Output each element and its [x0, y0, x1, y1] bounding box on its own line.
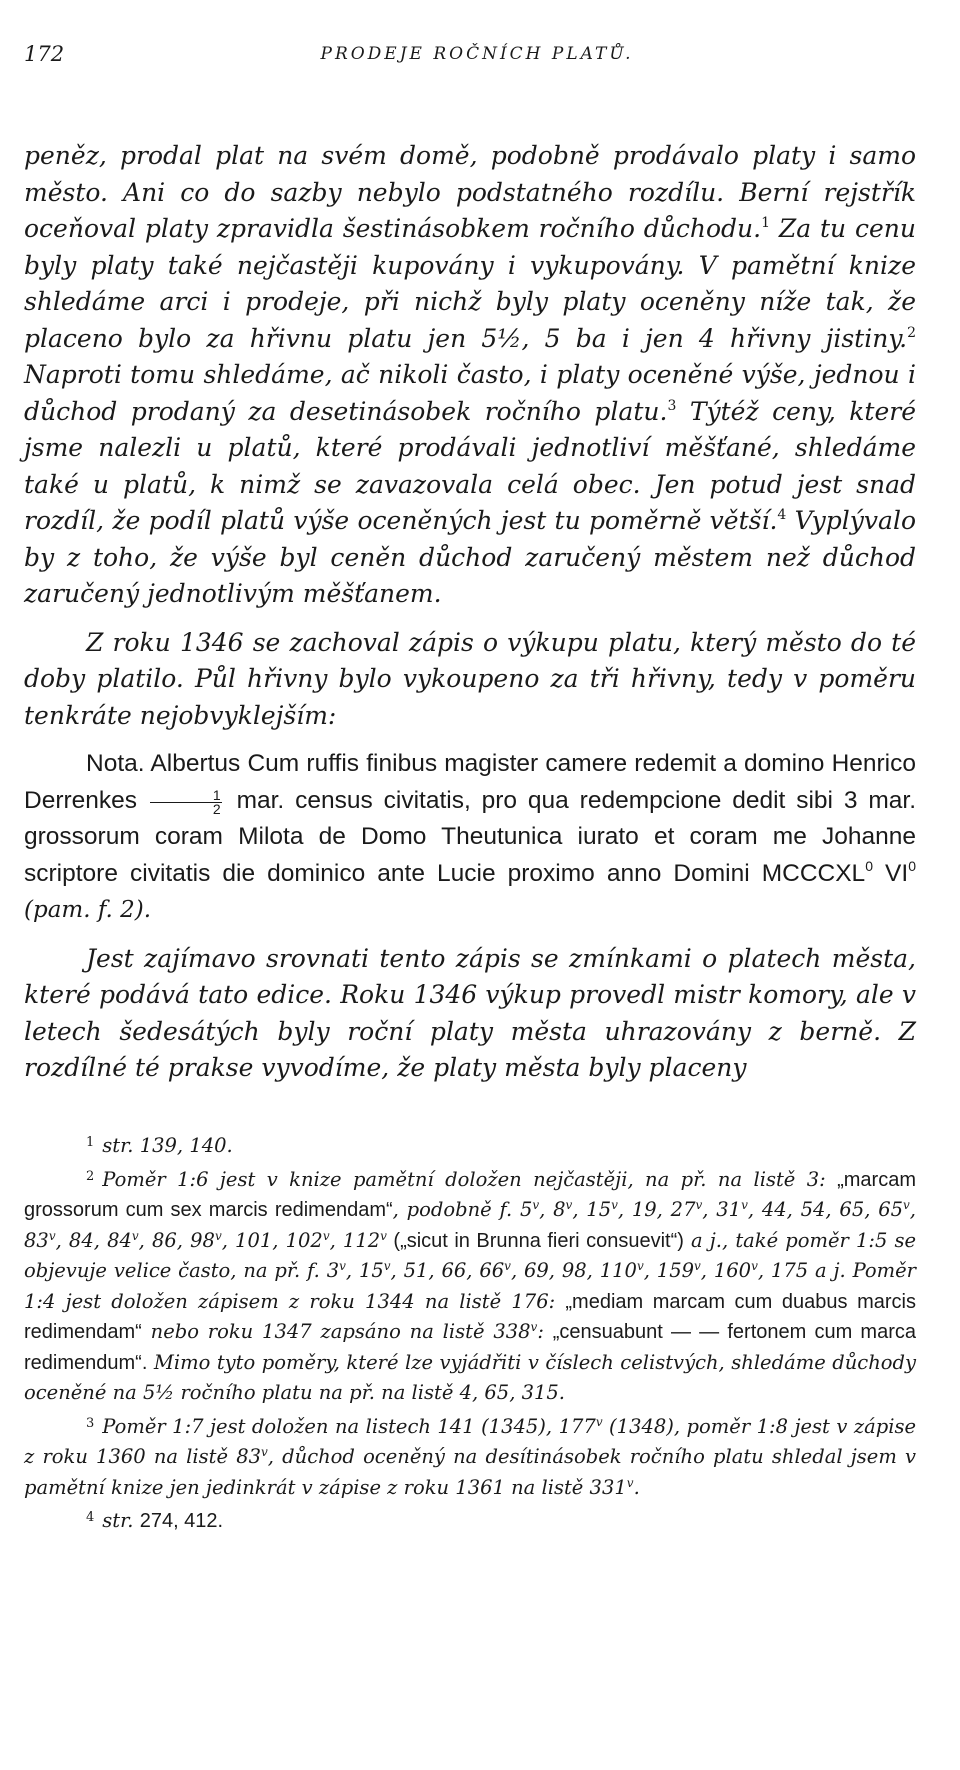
main-text	[24, 138, 916, 1087]
verso-mark: v	[565, 1198, 573, 1212]
verso-mark: v	[339, 1259, 346, 1273]
footnote-text: , 8	[539, 1198, 566, 1221]
footnote-text: , 44, 54, 65, 65	[747, 1198, 904, 1221]
footnote-text: Poměr 1:6 jest v knize pamětní doložen nejčastěji, na př. na listě 3:	[102, 1167, 838, 1191]
footnote-number: 2	[86, 1168, 95, 1184]
verso-mark: v	[611, 1198, 618, 1212]
footnote-3	[24, 1409, 916, 1504]
verso-mark: v	[380, 1228, 387, 1243]
verso-mark: v	[694, 1259, 701, 1273]
verso-mark: v	[383, 1259, 391, 1273]
verso-mark: v	[214, 1228, 222, 1243]
footnote-4	[24, 1503, 916, 1537]
text-run: peněz, prodal plat na svém domě, podobně prodávalo platy i samo město. Ani co do sazby nebylo podstatného rozdílu. Berní rejstřík oceňoval platy zpravidla šestinásobkem ročního důchodu.	[24, 141, 916, 243]
quote-text: mar. census civitatis, pro qua redempcione dedit sibi 3 mar. grossorum coram Milota de Domo Theutunica iurato et coram me Johanne scriptore civitatis die dominico ante Lucie proximo anno Domini MCCCXL	[24, 786, 917, 887]
latin-quote: „censuabunt — — fertonem cum marca redimendum“.	[24, 1321, 916, 1374]
footnote-number: 4	[86, 1510, 95, 1525]
verso-mark: v	[903, 1198, 910, 1212]
footnote-text: , 83	[24, 1198, 916, 1252]
footnote-text: , 160	[700, 1259, 752, 1282]
footnote-text: Poměr 1:7 jest doložen na listech 141 (1345), 177	[102, 1414, 596, 1438]
text-run: Za tu cenu byly platy také nejčastěji kupovány i vykupovány. V pamětní knize shledáme arci i prodeje, při nichž byly platy oceněny níže tak, že placeno bylo za hřivnu platu jen 5½, 5 ba i jen 4 hřivny jistiny.	[24, 214, 917, 353]
latin-quote: „mediam marcam cum duabus marcis redimendam“	[24, 1290, 916, 1343]
footnote-text: 274, 412.	[139, 1510, 224, 1532]
fraction-one-half	[150, 786, 222, 817]
footnote-text: , 112	[329, 1228, 381, 1252]
footnote-text: , důchod oceněný na desítinásobek ročního platu shledal jsem v pamětní knize jen jedinkrát v zápise z roku 1361 na listě 331	[24, 1445, 916, 1499]
verso-mark: v	[532, 1198, 540, 1212]
quote-text: VI	[872, 859, 909, 887]
footnote-text: nebo roku 1347 zapsáno na listě 338	[141, 1320, 531, 1343]
footnote-2	[24, 1162, 916, 1409]
footnote-text: , 101, 102	[221, 1228, 323, 1252]
footnote-text: , 159	[643, 1259, 695, 1282]
verso-mark: v	[322, 1228, 330, 1243]
footnote-text: , podobně f. 5	[392, 1198, 533, 1221]
verso-mark: v	[504, 1259, 511, 1273]
text-run: Vyplývalo by z toho, že výše byl ceněn důchod zaručený městem než důchod zaručený jednotlivým měšťanem.	[24, 506, 916, 608]
footnote-text: (1348), poměr 1:8 jest v zápise z roku 1360 na listě 83	[24, 1414, 916, 1468]
verso-mark: v	[751, 1259, 758, 1273]
source-citation: (pam. f. 2).	[24, 897, 152, 923]
footnote-text: a j., také poměr 1:5 se objevuje velice často, na př. f. 3	[24, 1228, 917, 1282]
footnote-text: .	[633, 1475, 640, 1499]
verso-mark: v	[626, 1475, 634, 1490]
quote-text: Nota. Albertus Cum ruffis finibus magister camere redemit a domino Henrico Derrenkes	[24, 750, 916, 814]
footnote-text: str.	[102, 1509, 140, 1532]
superscript-zero: 0	[865, 857, 873, 874]
paragraph-2: Z roku 1346 se zachoval zápis o výkupu platu, který město do té doby platilo. Půl hřivny bylo vykoupeno za tři hřivny, tedy v poměru tenkráte nejobvyklejším:	[24, 627, 916, 730]
page-number: 172	[24, 42, 65, 66]
verso-mark: v	[131, 1228, 139, 1243]
verso-mark: v	[48, 1228, 56, 1243]
footnote-text: , 19, 27	[617, 1198, 696, 1221]
footnote-text: Mimo tyto poměry, které lze vyjádřiti v číslech celistvých, shledáme důchody oceněné na 5½ ročního platu na př. na listě 4, 65, 315.	[24, 1350, 916, 1404]
footnote-ref-2[interactable]: 2	[907, 324, 916, 341]
text-run: Naproti tomu shledáme, ač nikoli často, i platy oceněné výše, jednou i důchod prodaný za desetinásobek ročního platu.	[24, 360, 916, 426]
footnote-text: , 69, 98, 110	[510, 1259, 637, 1282]
paragraph-3: Jest zajímavo srovnati tento zápis se zmínkami o platech města, které podává tato edice. Roku 1346 výkup provedl mistr komory, ale v letech šedesátých byly roční platy města uhrazovány z berně. Z rozdílné té prakse vyvodíme, že platy města byly placeny	[24, 943, 916, 1082]
footnote-1	[24, 1128, 916, 1162]
footnotes	[24, 1128, 916, 1537]
paragraph-1	[24, 138, 916, 613]
running-title: PRODEJE ROČNÍCH PLATŮ.	[320, 44, 634, 64]
footnote-text: , 51, 66, 66	[390, 1259, 505, 1282]
latin-quote: („sicut in Brunna fieri consuevit“)	[386, 1229, 684, 1252]
text-run: Týtéž ceny, které jsme nalezli u platů, které prodávali jednotliví měšťané, shledáme také u platů, k nimž se zavazovala celá obec. Jen potud jest snad rozdíl, že podíl platů výše oceněných jest tu poměrně větší.	[24, 396, 916, 535]
footnote-text: , 84, 84	[55, 1228, 132, 1252]
verso-mark: v	[636, 1259, 644, 1273]
footnote-text: , 15	[345, 1259, 384, 1282]
verso-mark: v	[530, 1320, 538, 1334]
superscript-zero: 0	[908, 857, 916, 874]
footnote-number: 1	[86, 1135, 95, 1150]
footnote-ref-4[interactable]: 4	[777, 507, 787, 523]
verso-mark: v	[741, 1198, 748, 1212]
footnote-ref-3[interactable]: 3	[667, 397, 677, 414]
footnote-text: , 86, 98	[138, 1228, 215, 1252]
verso-mark: v	[261, 1445, 268, 1459]
footnote-number: 3	[86, 1415, 95, 1431]
page-header	[24, 42, 930, 72]
footnote-text: :	[537, 1320, 553, 1343]
verso-mark: v	[695, 1198, 703, 1212]
latin-quote: „marcam grossorum cum sex marcis redimendam“	[24, 1168, 916, 1221]
footnote-text: , 175 a j. Poměr 1:4 jest doložen zápisem z roku 1344 na listě 176:	[24, 1259, 916, 1313]
verso-mark: v	[595, 1414, 603, 1429]
footnote-text: str. 139, 140.	[102, 1134, 233, 1157]
footnote-text: , 15	[572, 1198, 612, 1221]
fraction-denominator: 2	[212, 800, 221, 817]
latin-quotation	[24, 746, 916, 929]
footnote-ref-1[interactable]: 1	[761, 215, 770, 231]
fraction-numerator: 1	[150, 789, 222, 803]
footnote-text: , 31	[702, 1198, 742, 1221]
